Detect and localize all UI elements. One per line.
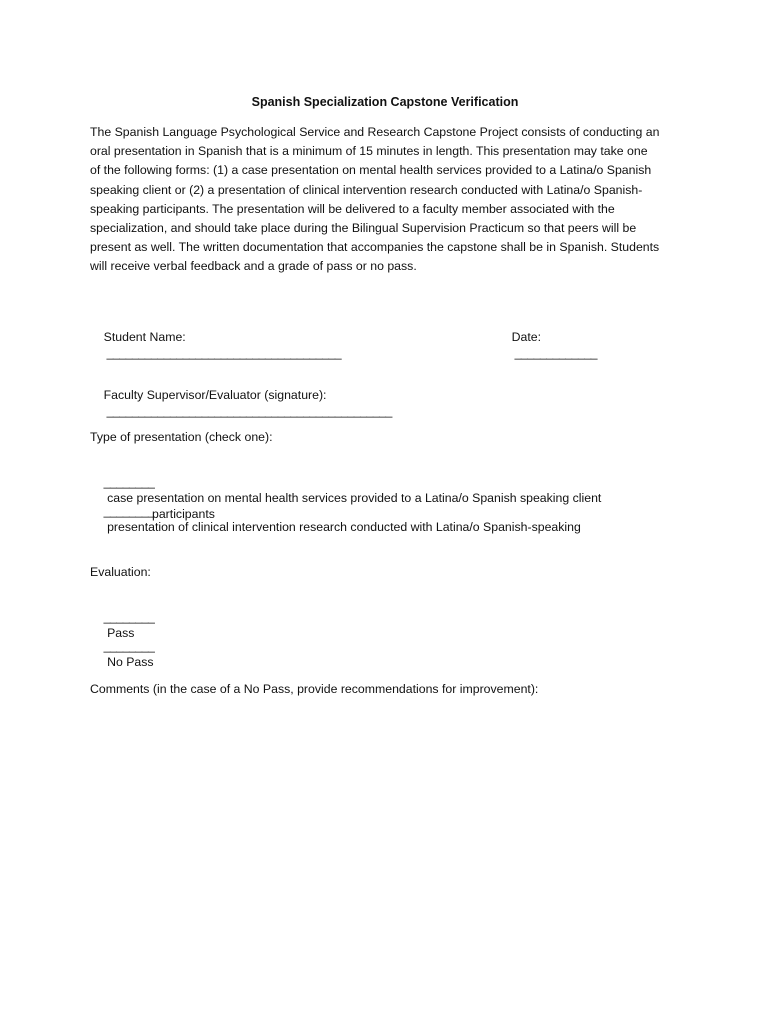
intro-line: speaking participants. The presentation will be delivered to a faculty member associated with the	[90, 201, 615, 216]
document-title: Spanish Specialization Capstone Verification	[251, 95, 519, 109]
presentation-option-checkbox[interactable]: ________	[103, 504, 155, 518]
intro-line: of the following forms: (1) a case presentation on mental health services provided to a Latina/o Spanish	[90, 163, 652, 178]
date-label: Date:	[511, 330, 542, 344]
student-name-label: Student Name:	[103, 330, 186, 344]
date-row	[498, 313, 597, 377]
presentation-option-label: case presentation on mental health services provided to a Latina/o Spanish speaking client	[103, 491, 602, 505]
evaluation-heading: Evaluation:	[90, 565, 151, 579]
evaluation-option-no-pass	[90, 622, 154, 686]
intro-paragraph	[90, 123, 685, 277]
presentation-option-label-continued: participants	[152, 507, 215, 521]
student-name-row	[90, 313, 341, 377]
intro-line: oral presentation in Spanish that is a minimum of 15 minutes in length. This presentation may take one	[90, 144, 648, 159]
presentation-option-label: presentation of clinical intervention research conducted with Latina/o Spanish-speaking	[103, 520, 581, 534]
comments-label: Comments (in the case of a No Pass, provide recommendations for improvement):	[90, 682, 539, 696]
evaluation-no-pass-label: No Pass	[103, 655, 154, 669]
student-name-field[interactable]: _____________________________________	[103, 346, 342, 360]
faculty-signature-label: Faculty Supervisor/Evaluator (signature):	[103, 388, 327, 402]
intro-line: present as well. The written documentation that accompanies the capstone shall be in Spanish. Students	[90, 240, 660, 255]
presentation-option-checkbox[interactable]: ________	[103, 475, 155, 489]
intro-line: The Spanish Language Psychological Service and Research Capstone Project consists of conducting an	[90, 125, 660, 139]
faculty-signature-row	[90, 371, 392, 435]
evaluation-pass-checkbox[interactable]: ________	[103, 610, 155, 624]
date-field[interactable]: _____________	[511, 346, 597, 360]
evaluation-no-pass-checkbox[interactable]: ________	[103, 639, 155, 653]
intro-line: speaking client or (2) a presentation of clinical intervention research conducted with Latina/o Spanish-	[90, 182, 643, 197]
intro-line: will receive verbal feedback and a grade of pass or no pass.	[90, 259, 417, 274]
presentation-type-heading: Type of presentation (check one):	[90, 430, 273, 444]
evaluation-pass-label: Pass	[103, 626, 135, 640]
intro-line: specialization, and should take place during the Bilingual Supervision Practicum so that peers will be	[90, 221, 637, 236]
faculty-signature-field[interactable]: _____________________________________________	[103, 404, 392, 418]
